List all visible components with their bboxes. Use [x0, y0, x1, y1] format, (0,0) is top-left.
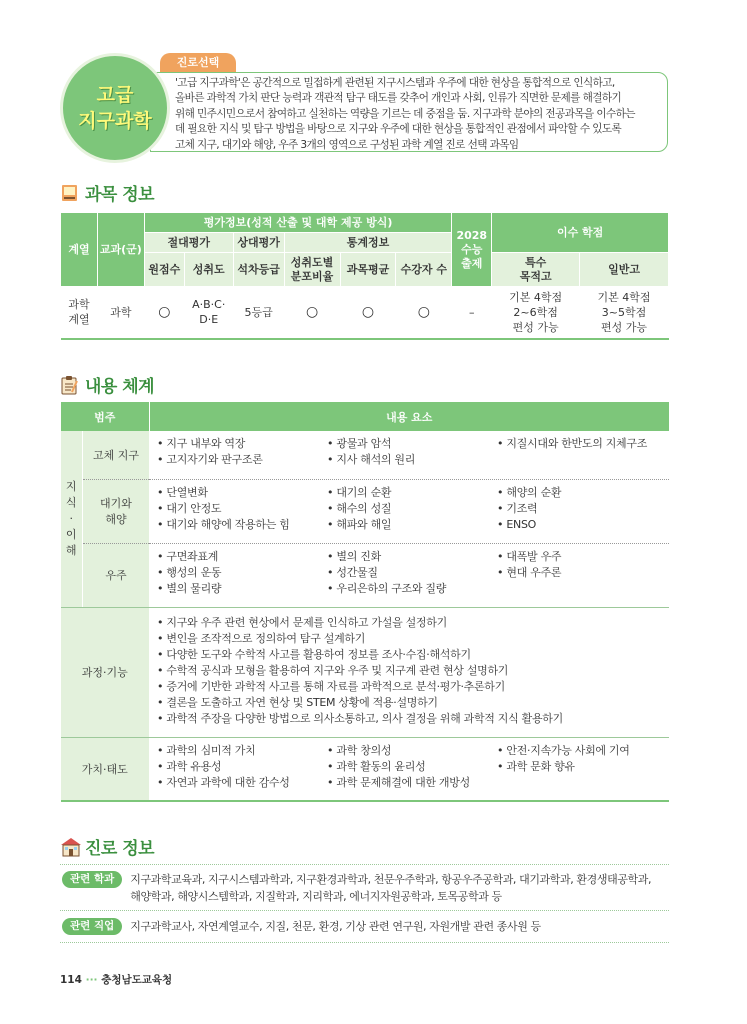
cell-students: ○ [396, 287, 452, 339]
list-item: • 자연과 과학에 대한 감수성 [157, 775, 327, 791]
cell-subject-group: 과학 [97, 287, 144, 339]
col-credits: 이수 학점 [492, 213, 669, 253]
list-item: • 고지자기와 판구조론 [157, 452, 327, 468]
page-number: 114 [60, 974, 82, 986]
related-job-text: 지구과학교사, 자연계열교수, 지질, 천문, 환경, 기상 관련 연구원, 자원개발 관련 종사원 등 [130, 920, 541, 933]
related-dept-label: 관련 학과 [62, 871, 122, 888]
row-label: 우주 [82, 543, 149, 607]
page-footer [60, 972, 172, 987]
col-subject-group: 교과(군) [97, 213, 144, 287]
intro-line: 위해 민주시민으로서 참여하고 실천하는 역량을 기르는 데 중점을 둠. 지구과학 분야의 전공과목을 이수하는 [175, 107, 635, 120]
list-item: • 수학적 공식과 모형을 활용하여 지구와 우주 및 지구계 관련 현상 설명하기 [157, 663, 669, 679]
course-title-line2: 지구과학 [78, 110, 152, 132]
list-item: • 과학적 주장을 다양한 방법으로 의사소통하고, 의사 결정을 위해 과학적 지식 활용하기 [157, 711, 669, 727]
related-dept-line: 지구과학교육과, 지구시스템과학과, 지구환경과학과, 천문우주학과, 항공우주공학과, 대기과학과, 환경생태공학과, [130, 873, 652, 886]
list-item: • 과학 창의성 [327, 743, 497, 759]
table-row [61, 479, 670, 543]
list-item: • 과학 유용성 [157, 759, 327, 775]
intro-line: 고체 지구, 대기와 해양, 우주 3개의 영역으로 구성된 과학 계열 진로 선택 과목임 [175, 138, 519, 151]
career-info-title: 진로 정보 [85, 839, 155, 859]
col-special: 특수 목적고 [492, 253, 580, 287]
list-item: • ENSO [497, 517, 667, 533]
table-row [61, 607, 670, 737]
table-row [61, 543, 670, 607]
course-intro [175, 76, 663, 153]
book-icon [60, 183, 80, 203]
list-item: • 별의 진화 [327, 549, 497, 565]
cell-raw-score: ○ [144, 287, 184, 339]
col-absolute: 절대평가 [144, 233, 233, 253]
list-item: • 행성의 운동 [157, 565, 327, 581]
cell-rank-grade: 5등급 [233, 287, 284, 339]
list-item: • 대기 안정도 [157, 501, 327, 517]
list-item: • 광물과 암석 [327, 436, 497, 452]
col-ratio: 성취도별 분포비율 [284, 253, 340, 287]
col-category: 범주 [61, 402, 150, 431]
career-info-header [60, 834, 154, 859]
related-dept-line: 해양학과, 해양시스템학과, 지질학과, 지리학과, 에너지자원공학과, 토목공학과 등 [130, 890, 502, 903]
process-items [149, 608, 669, 734]
list-item: • 대기와 해양에 작용하는 힘 [157, 517, 327, 533]
clipboard-icon [60, 375, 80, 395]
row-label: 가치·태도 [61, 737, 150, 801]
content-system-title: 내용 체계 [85, 377, 155, 397]
col-rank-grade: 석차등급 [233, 253, 284, 287]
col-stats: 통계정보 [284, 233, 452, 253]
col-field: 계열 [61, 213, 98, 287]
list-item: • 안전·지속가능 사회에 기여 [497, 743, 667, 759]
list-item: • 현대 우주론 [497, 565, 667, 581]
school-icon [60, 837, 80, 857]
list-item: • 해양의 순환 [497, 485, 667, 501]
list-item: • 과학 문화 향유 [497, 759, 667, 775]
cell-achievement: A·B·C· D·E [184, 287, 233, 339]
list-item: • 대기의 순환 [327, 485, 497, 501]
col-eval-info: 평가정보(성적 산출 및 대학 제공 방식) [144, 213, 451, 233]
col-raw-score: 원점수 [144, 253, 184, 287]
list-item: • 별의 물리량 [157, 581, 327, 597]
knowledge-category [61, 431, 83, 607]
content-items [149, 431, 669, 473]
col-content-elements: 내용 요소 [149, 402, 669, 431]
table-row [61, 431, 670, 479]
col-students: 수강자 수 [396, 253, 452, 287]
list-item: • 단열변화 [157, 485, 327, 501]
footer-org: 충청남도교육청 [101, 974, 173, 986]
related-job-label: 관련 직업 [62, 918, 122, 935]
subject-info-title: 과목 정보 [85, 185, 155, 205]
list-item: • 지구 내부와 역장 [157, 436, 327, 452]
knowledge-label: 지식·이해 [65, 479, 77, 557]
cell-mean: ○ [340, 287, 396, 339]
course-title-line1: 고급 [96, 84, 134, 106]
col-achievement: 성취도 [184, 253, 233, 287]
intro-line: 데 필요한 지식 및 탐구 방법을 바탕으로 지구와 우주에 대한 현상을 통합적인 관점에서 파악할 수 있도록 [175, 123, 622, 136]
content-system-table [60, 402, 669, 802]
intro-line: '고급 지구과학'은 공간적으로 밀접하게 관련된 지구시스템과 우주에 대한 현상을 통합적으로 인식하고, [175, 77, 615, 89]
col-general: 일반고 [580, 253, 669, 287]
course-title-badge [60, 53, 170, 163]
divider [60, 910, 669, 911]
list-item: • 변인을 조작적으로 정의하여 탐구 설계하기 [157, 631, 669, 647]
col-mean: 과목평균 [340, 253, 396, 287]
list-item: • 지질시대와 한반도의 지체구조 [497, 436, 667, 452]
list-item: • 해파와 해일 [327, 517, 497, 533]
col-relative: 상대평가 [233, 233, 284, 253]
list-item: • 해수의 성질 [327, 501, 497, 517]
content-items [149, 738, 669, 796]
list-item: • 지구와 우주 관련 현상에서 문제를 인식하고 가설을 설정하기 [157, 615, 669, 631]
list-item: • 구면좌표계 [157, 549, 327, 565]
divider [60, 864, 669, 865]
table-row [61, 287, 669, 339]
content-system-header [60, 372, 154, 397]
intro-line: 올바른 과학적 가치 판단 능력과 객관적 탐구 태도를 갖추어 개인과 사회, 인류가 직면한 문제를 해결하기 [175, 92, 622, 105]
col-csat: 2028 수능 출제 [452, 213, 492, 287]
related-dept-text [130, 871, 651, 905]
list-item: • 결론을 도출하고 자연 현상 및 STEM 상황에 적용·설명하기 [157, 695, 669, 711]
row-label: 고체 지구 [82, 431, 149, 479]
list-item: • 지사 해석의 원리 [327, 452, 497, 468]
cell-general: 기본 4학점 3~5학점 편성 가능 [580, 287, 669, 339]
list-item: • 기조력 [497, 501, 667, 517]
table-row [61, 737, 670, 801]
list-item: • 과학 문제해결에 대한 개방성 [327, 775, 497, 791]
subject-info-header [60, 180, 154, 205]
list-item: • 과학의 심미적 가치 [157, 743, 327, 759]
list-item: • 대폭발 우주 [497, 549, 667, 565]
row-label: 대기와 해양 [82, 479, 149, 543]
cell-csat: – [452, 287, 492, 339]
row-label: 과정·기능 [61, 607, 150, 737]
list-item: • 성간물질 [327, 565, 497, 581]
list-item: • 우리은하의 구조와 질량 [327, 581, 497, 597]
cell-field: 과학 계열 [61, 287, 98, 339]
related-departments [62, 871, 651, 905]
related-jobs [62, 918, 541, 935]
subject-info-table [60, 212, 669, 340]
course-type-tag: 진로선택 [160, 53, 236, 73]
cell-ratio: ○ [284, 287, 340, 339]
footer-separator: ··· [85, 974, 98, 986]
content-items [149, 544, 669, 602]
content-items [149, 480, 669, 538]
cell-special: 기본 4학점 2~6학점 편성 가능 [492, 287, 580, 339]
list-item: • 증거에 기반한 과학적 사고를 통해 자료를 과학적으로 분석·평가·추론하기 [157, 679, 669, 695]
list-item: • 과학 활동의 윤리성 [327, 759, 497, 775]
divider [60, 942, 669, 943]
list-item: • 다양한 도구와 수학적 사고를 활용하여 정보를 조사·수집·해석하기 [157, 647, 669, 663]
